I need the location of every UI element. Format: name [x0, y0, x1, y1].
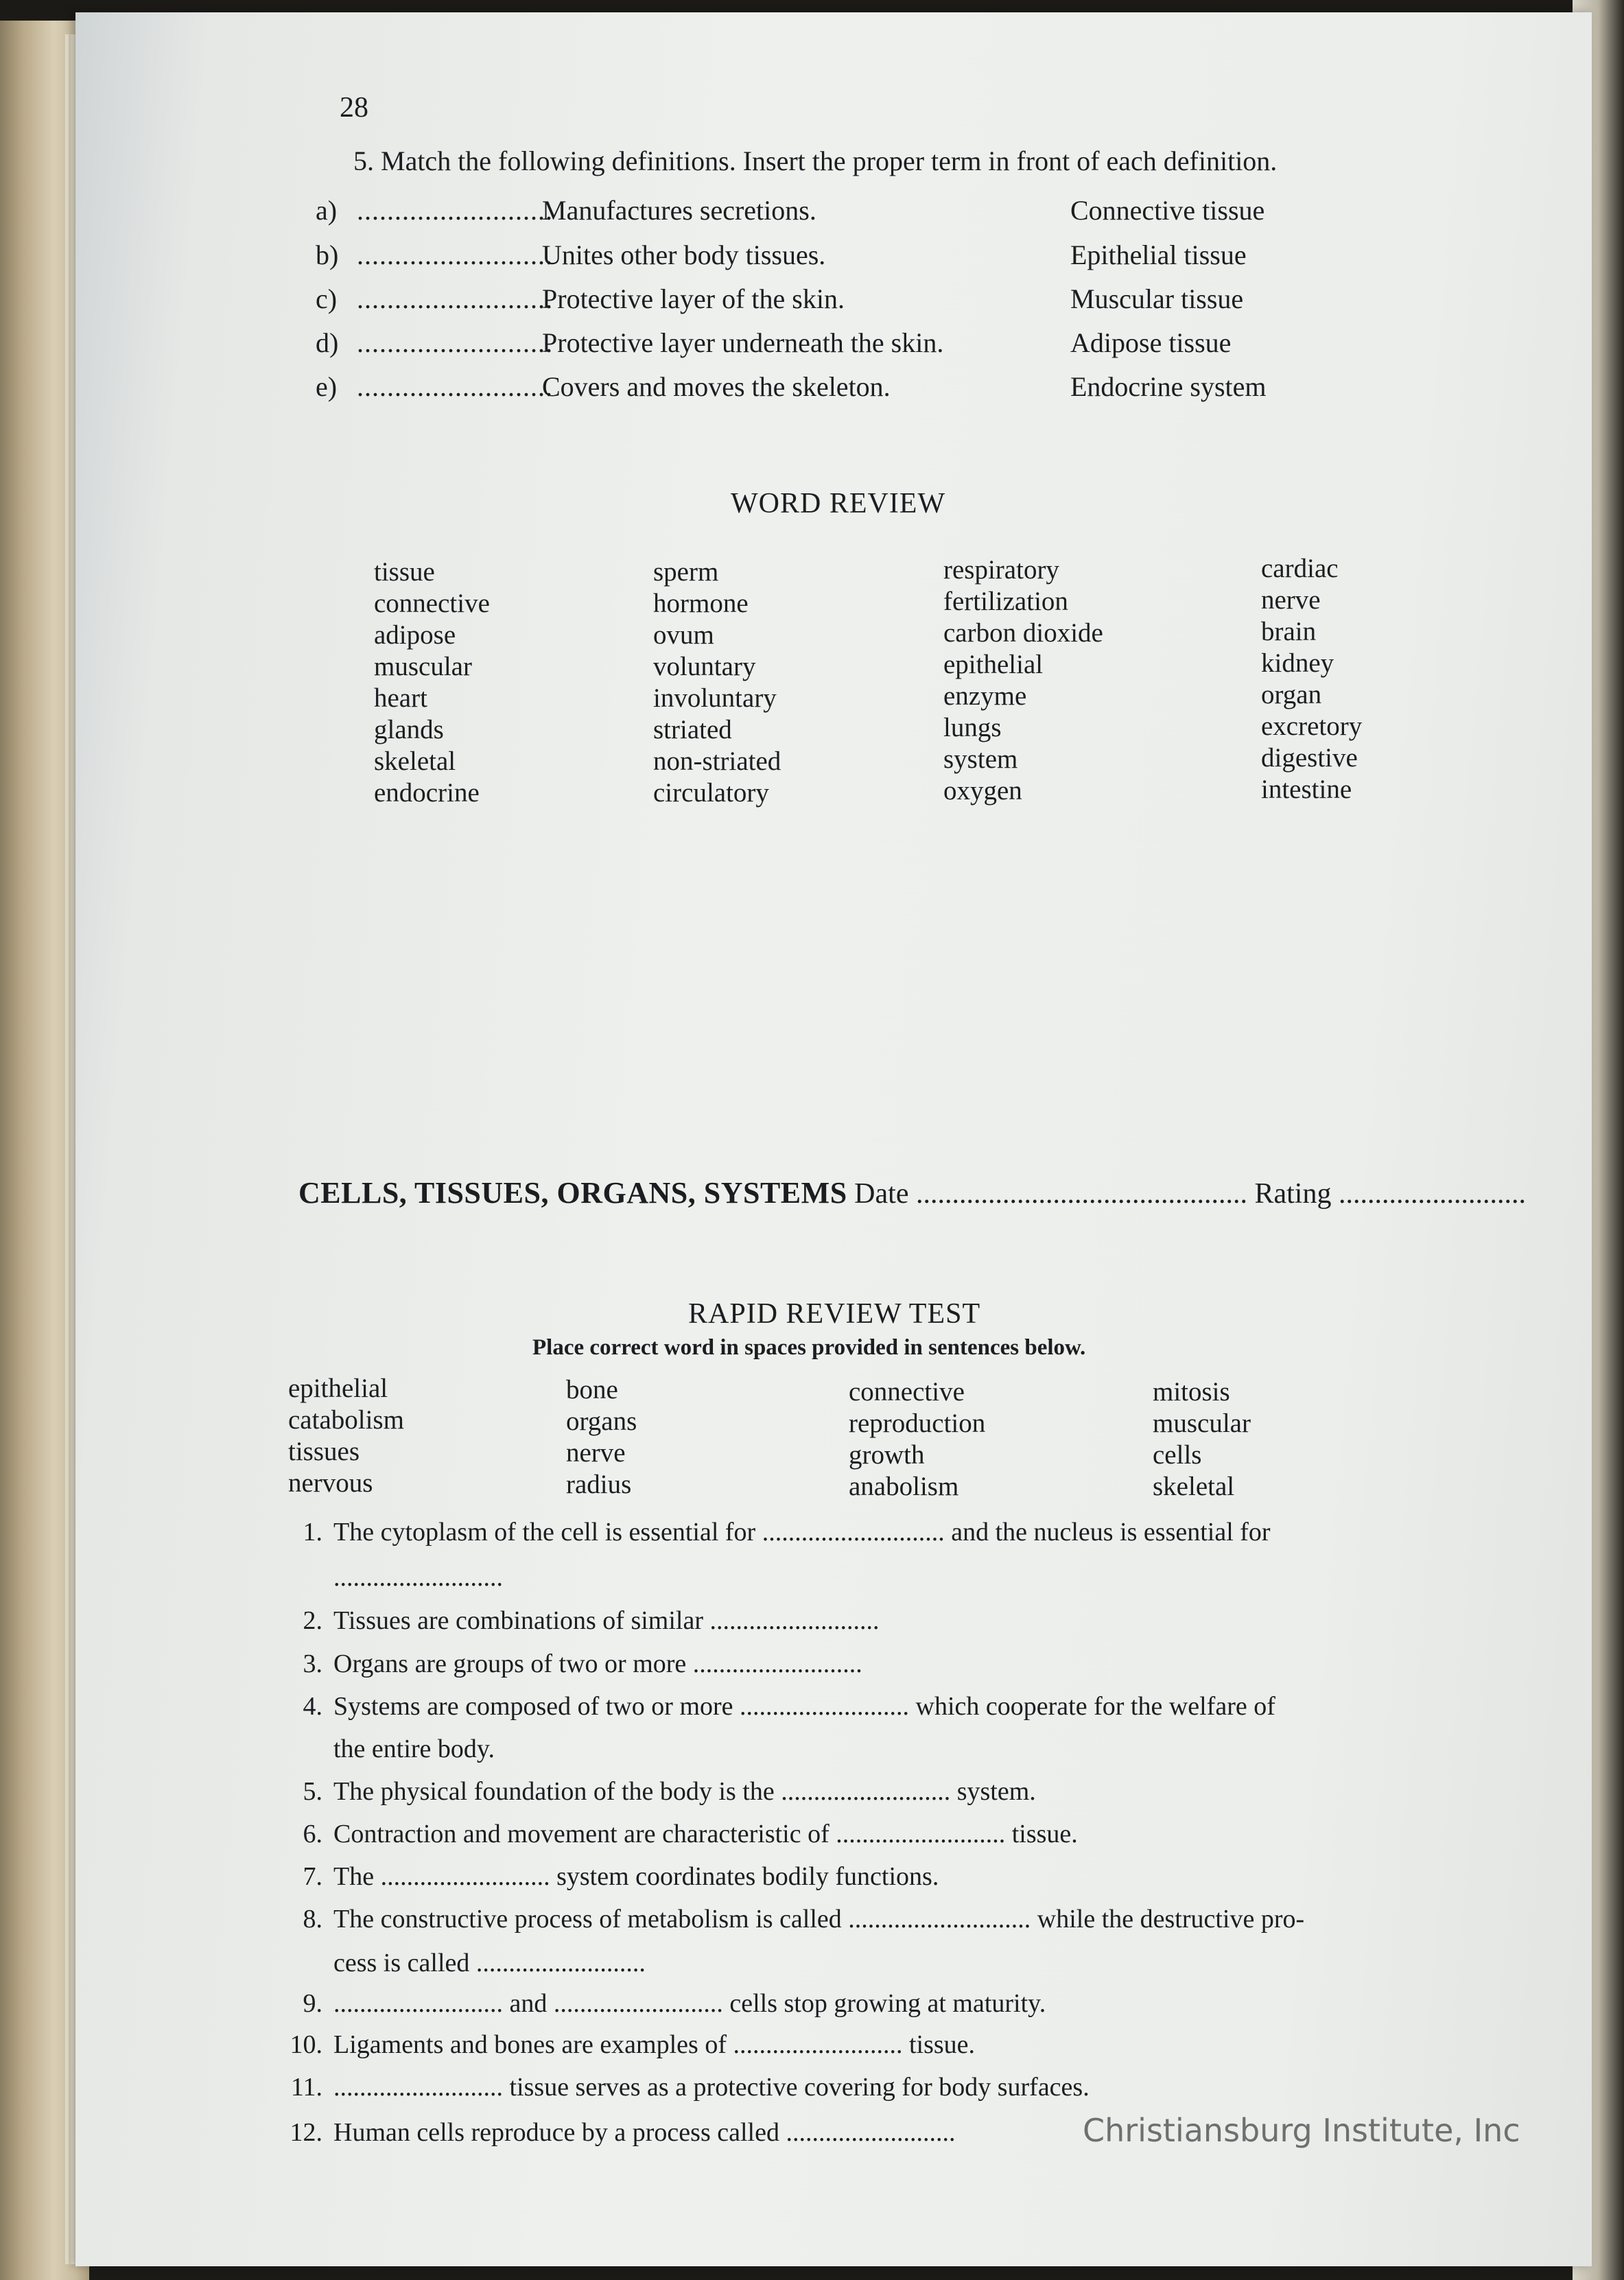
question-number: 11. — [290, 2073, 322, 2102]
question-text[interactable]: The .......................... system coordinates bodily functions. — [333, 1862, 939, 1891]
word-item: kidney — [1261, 648, 1334, 678]
rating-field[interactable]: .......................... — [1338, 1178, 1526, 1210]
question-5-prompt: 5. Match the following definitions. Insert the proper term in front of each definition. — [353, 145, 1278, 176]
word-item: circulatory — [653, 778, 769, 808]
test-title: CELLS, TISSUES, ORGANS, SYSTEMS — [298, 1176, 847, 1210]
answer-blank[interactable]: .......................... — [357, 195, 553, 226]
question-number: 10. — [290, 2030, 322, 2059]
word-item: glands — [374, 715, 444, 744]
word-bank-item: reproduction — [849, 1409, 986, 1438]
question-text[interactable]: .......................... and .......................... cells stop growing at maturity. — [333, 1989, 1046, 2018]
word-item: striated — [653, 715, 732, 744]
question-text[interactable]: .......................... tissue serves as a protective covering for body surfaces. — [333, 2073, 1090, 2102]
question-text-continued: the entire body. — [333, 1735, 495, 1763]
question-text[interactable]: Tissues are combinations of similar .......................... — [333, 1606, 880, 1635]
word-bank-item: epithelial — [288, 1374, 388, 1403]
question-text[interactable]: The cytoplasm of the cell is essential for ............................ and the nucleus is essential for — [333, 1518, 1271, 1547]
word-item: muscular — [374, 652, 472, 681]
word-column — [653, 556, 781, 809]
word-item: tissue — [374, 557, 435, 587]
word-item: endocrine — [374, 778, 480, 808]
row-letter: c) — [316, 283, 338, 314]
answer-blank[interactable]: .......................... — [357, 283, 553, 314]
word-bank-column — [1153, 1376, 1251, 1503]
watermark-text: Christiansburg Institute, Inc — [1083, 2112, 1520, 2149]
word-bank-item: bone — [566, 1375, 618, 1405]
word-bank-column — [849, 1376, 985, 1503]
word-bank-item: catabolism — [288, 1405, 404, 1435]
rapid-review-title: RAPID REVIEW TEST — [688, 1298, 981, 1330]
question-text[interactable]: Contraction and movement are characteristic of .......................... tissue. — [333, 1820, 1078, 1848]
answer-blank[interactable]: .......................... — [357, 239, 553, 270]
word-bank-item: growth — [849, 1440, 925, 1470]
term-option: Muscular tissue — [1070, 283, 1244, 314]
question-number: 7. — [303, 1862, 322, 1891]
row-letter: d) — [316, 327, 339, 358]
word-item: enzyme — [943, 681, 1027, 711]
question-text[interactable]: The constructive process of metabolism is called ............................ while the destructive pro- — [333, 1905, 1305, 1934]
term-option: Endocrine system — [1070, 371, 1267, 402]
definition-text: Covers and moves the skeleton. — [542, 371, 891, 402]
word-review-title: WORD REVIEW — [731, 488, 946, 519]
row-letter: b) — [316, 239, 339, 270]
word-item: involuntary — [653, 683, 777, 713]
word-bank-column — [288, 1373, 404, 1499]
question-number: 5. — [303, 1777, 322, 1806]
term-option: Connective tissue — [1070, 195, 1265, 226]
question-number: 8. — [303, 1905, 322, 1934]
word-bank-column — [566, 1374, 637, 1501]
question-number: 4. — [303, 1692, 322, 1721]
question-text-continued[interactable]: .......................... — [333, 1563, 503, 1592]
word-bank-item: mitosis — [1153, 1377, 1230, 1407]
term-option: Epithelial tissue — [1070, 239, 1247, 270]
date-field[interactable]: .............................................. — [915, 1178, 1247, 1210]
word-bank-item: tissues — [288, 1437, 360, 1466]
word-column — [943, 554, 1103, 807]
word-bank-item: skeletal — [1153, 1472, 1235, 1501]
word-item: digestive — [1261, 743, 1358, 773]
word-item: nerve — [1261, 585, 1321, 615]
date-label: Date — [854, 1178, 909, 1210]
word-item: ovum — [653, 620, 714, 650]
word-item: skeletal — [374, 747, 456, 776]
word-item: non-striated — [653, 747, 781, 776]
word-item: lungs — [943, 713, 1002, 742]
page-number: 28 — [340, 92, 368, 124]
question-text[interactable]: Organs are groups of two or more .......................... — [333, 1649, 862, 1678]
word-column — [374, 556, 490, 809]
word-item: organ — [1261, 680, 1322, 709]
word-column — [1261, 553, 1362, 806]
word-bank-item: connective — [849, 1377, 965, 1407]
word-item: adipose — [374, 620, 456, 650]
question-text[interactable]: The physical foundation of the body is the .......................... system. — [333, 1777, 1036, 1806]
word-item: voluntary — [653, 652, 756, 681]
word-bank-item: nerve — [566, 1438, 626, 1468]
answer-blank[interactable]: .......................... — [357, 327, 553, 358]
word-item: sperm — [653, 557, 719, 587]
word-item: intestine — [1261, 775, 1352, 804]
answer-blank[interactable]: .......................... — [357, 371, 553, 402]
word-item: epithelial — [943, 650, 1044, 679]
definition-text: Protective layer of the skin. — [542, 283, 845, 314]
test-header — [298, 1175, 1526, 1210]
rating-label: Rating — [1254, 1178, 1332, 1210]
question-number: 3. — [303, 1649, 322, 1678]
word-bank-item: organs — [566, 1407, 637, 1436]
definition-text: Protective layer underneath the skin. — [542, 327, 944, 358]
word-item: oxygen — [943, 776, 1022, 806]
word-bank-item: radius — [566, 1470, 632, 1499]
row-letter: e) — [316, 371, 338, 402]
question-number: 9. — [303, 1989, 322, 2018]
word-item: brain — [1261, 617, 1317, 646]
word-item: carbon dioxide — [943, 618, 1103, 648]
word-item: cardiac — [1261, 554, 1339, 583]
question-text[interactable]: Ligaments and bones are examples of .......................... tissue. — [333, 2030, 976, 2059]
word-item: excretory — [1261, 712, 1363, 741]
word-item: heart — [374, 683, 427, 713]
question-text-continued[interactable]: cess is called .......................... — [333, 1949, 646, 1977]
document-page — [75, 12, 1592, 2266]
word-item: connective — [374, 589, 490, 618]
question-number: 12. — [290, 2118, 322, 2147]
word-item: hormone — [653, 589, 749, 618]
row-letter: a) — [316, 195, 338, 226]
word-item: system — [943, 744, 1018, 774]
question-text[interactable]: Human cells reproduce by a process called .......................... — [333, 2118, 956, 2147]
definition-text: Unites other body tissues. — [542, 239, 826, 270]
definition-text: Manufactures secretions. — [542, 195, 816, 226]
word-item: respiratory — [943, 555, 1059, 585]
question-text[interactable]: Systems are composed of two or more .......................... which cooperate for the welfare of — [333, 1692, 1275, 1721]
term-option: Adipose tissue — [1070, 327, 1232, 358]
word-bank-item: muscular — [1153, 1409, 1251, 1438]
word-item: fertilization — [943, 587, 1068, 616]
question-number: 1. — [303, 1518, 322, 1547]
word-bank-item: anabolism — [849, 1472, 959, 1501]
word-bank-item: cells — [1153, 1440, 1202, 1470]
word-bank-item: nervous — [288, 1468, 373, 1498]
question-number: 6. — [303, 1820, 322, 1848]
question-number: 2. — [303, 1606, 322, 1635]
rapid-review-instruction: Place correct word in spaces provided in sentences below. — [532, 1335, 1086, 1360]
